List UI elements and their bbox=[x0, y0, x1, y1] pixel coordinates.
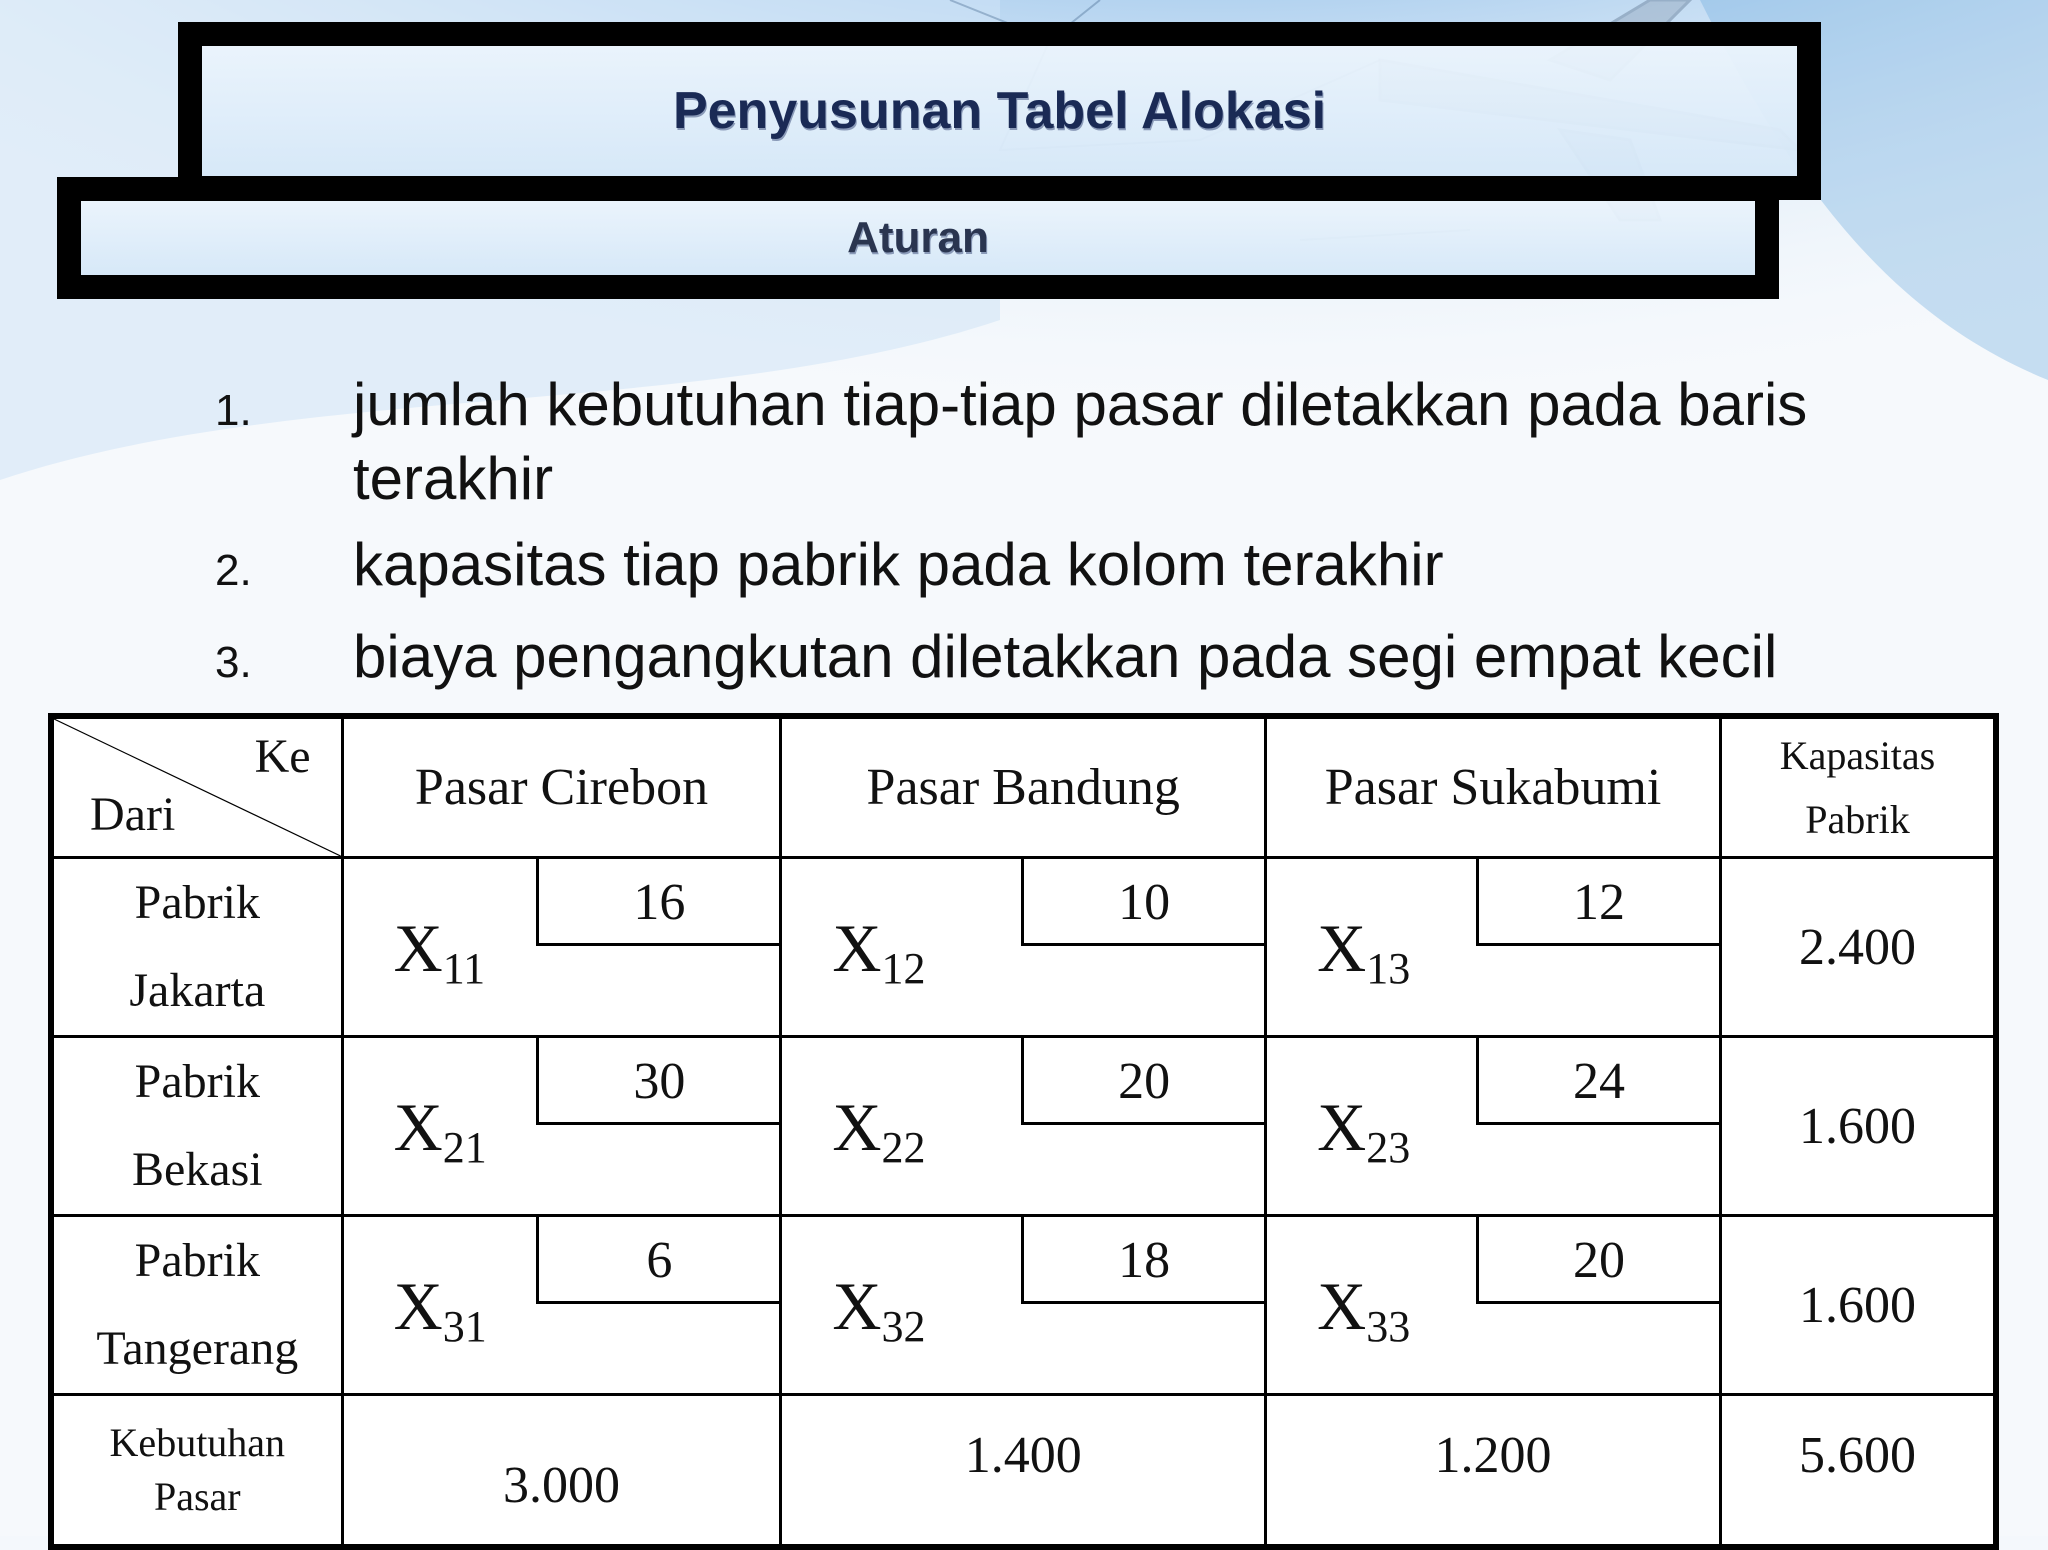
cost-box: 30 bbox=[536, 1038, 779, 1125]
market-header: Pasar Cirebon bbox=[342, 716, 781, 858]
decision-variable: $X_{31}$ bbox=[393, 1268, 487, 1351]
rule-text: biaya pengangkutan diletakkan pada segi empat kecil bbox=[353, 623, 1778, 690]
market-header: Pasar Bandung bbox=[781, 716, 1266, 858]
allocation-table bbox=[48, 713, 1999, 1550]
cost-box: 16 bbox=[536, 859, 779, 946]
demand-value: 1.200 bbox=[1266, 1395, 1721, 1548]
allocation-cell bbox=[1266, 858, 1721, 1037]
allocation-cell bbox=[781, 1216, 1266, 1395]
corner-cell bbox=[51, 716, 342, 858]
factory-label bbox=[51, 858, 342, 1037]
rules-list bbox=[215, 368, 1915, 712]
allocation-cell bbox=[1266, 1037, 1721, 1216]
demand-value: 3.000 bbox=[342, 1395, 781, 1548]
rule-text: kapasitas tiap pabrik pada kolom terakhir bbox=[353, 531, 1444, 598]
title-banner bbox=[178, 22, 1821, 200]
demand-row bbox=[51, 1395, 1996, 1548]
cost-box: 24 bbox=[1476, 1038, 1719, 1125]
table-row bbox=[51, 858, 1996, 1037]
capacity-value: 1.600 bbox=[1720, 1216, 1996, 1395]
rule-item bbox=[215, 528, 1915, 608]
cost-box: 12 bbox=[1476, 859, 1719, 946]
decision-variable: $X_{23}$ bbox=[1317, 1089, 1411, 1172]
allocation-cell bbox=[1266, 1216, 1721, 1395]
capacity-header-line: Kapasitas bbox=[1779, 732, 1936, 778]
allocation-cell bbox=[342, 858, 781, 1037]
capacity-header bbox=[1720, 716, 1996, 858]
market-header: Pasar Sukabumi bbox=[1266, 716, 1721, 858]
allocation-cell bbox=[342, 1037, 781, 1216]
decision-variable: $X_{12}$ bbox=[832, 910, 926, 993]
table-row bbox=[51, 1216, 1996, 1395]
rule-item bbox=[215, 620, 1915, 700]
cost-box: 20 bbox=[1476, 1217, 1719, 1304]
capacity-value: 2.400 bbox=[1720, 858, 1996, 1037]
demand-label-line: Kebutuhan bbox=[109, 1420, 286, 1465]
demand-total: 5.600 bbox=[1720, 1395, 1996, 1548]
decision-variable: $X_{32}$ bbox=[832, 1268, 926, 1351]
subtitle-banner bbox=[57, 177, 1779, 299]
decision-variable: $X_{33}$ bbox=[1317, 1268, 1411, 1351]
capacity-header-line: Pabrik bbox=[1805, 796, 1910, 842]
demand-label-line: Pasar bbox=[153, 1474, 241, 1519]
cost-box: 10 bbox=[1021, 859, 1264, 946]
rule-number: 2. bbox=[215, 546, 252, 595]
rule-item bbox=[215, 368, 1915, 516]
demand-value: 1.400 bbox=[781, 1395, 1266, 1548]
decision-variable: $X_{13}$ bbox=[1317, 910, 1411, 993]
factory-label-line: Bekasi bbox=[131, 1143, 263, 1196]
slide-title: Penyusunan Tabel Alokasi bbox=[672, 82, 1327, 140]
cost-box: 18 bbox=[1021, 1217, 1264, 1304]
decision-variable: $X_{21}$ bbox=[393, 1089, 487, 1172]
decision-variable: $X_{11}$ bbox=[393, 910, 486, 993]
factory-label-line: Pabrik bbox=[134, 876, 260, 929]
factory-label-line: Tangerang bbox=[96, 1322, 299, 1375]
cost-box: 6 bbox=[536, 1217, 779, 1304]
rule-number: 3. bbox=[215, 638, 252, 687]
factory-label-line: Pabrik bbox=[134, 1234, 260, 1287]
corner-from-label: Dari bbox=[90, 788, 176, 841]
demand-label bbox=[51, 1395, 342, 1548]
allocation-cell bbox=[781, 858, 1266, 1037]
slide-subtitle: Aturan bbox=[847, 213, 989, 262]
rule-number: 1. bbox=[215, 386, 252, 435]
table-row bbox=[51, 1037, 1996, 1216]
factory-label-line: Jakarta bbox=[129, 964, 266, 1017]
allocation-cell bbox=[342, 1216, 781, 1395]
rule-text: jumlah kebutuhan tiap-tiap pasar diletakkan pada baris terakhir bbox=[353, 371, 1808, 512]
factory-label-line: Pabrik bbox=[134, 1055, 260, 1108]
factory-label bbox=[51, 1216, 342, 1395]
decision-variable: $X_{22}$ bbox=[832, 1089, 926, 1172]
allocation-cell bbox=[781, 1037, 1266, 1216]
corner-to-label: Ke bbox=[254, 730, 311, 783]
header-row bbox=[51, 716, 1996, 858]
factory-label bbox=[51, 1037, 342, 1216]
cost-box: 20 bbox=[1021, 1038, 1264, 1125]
capacity-value: 1.600 bbox=[1720, 1037, 1996, 1216]
